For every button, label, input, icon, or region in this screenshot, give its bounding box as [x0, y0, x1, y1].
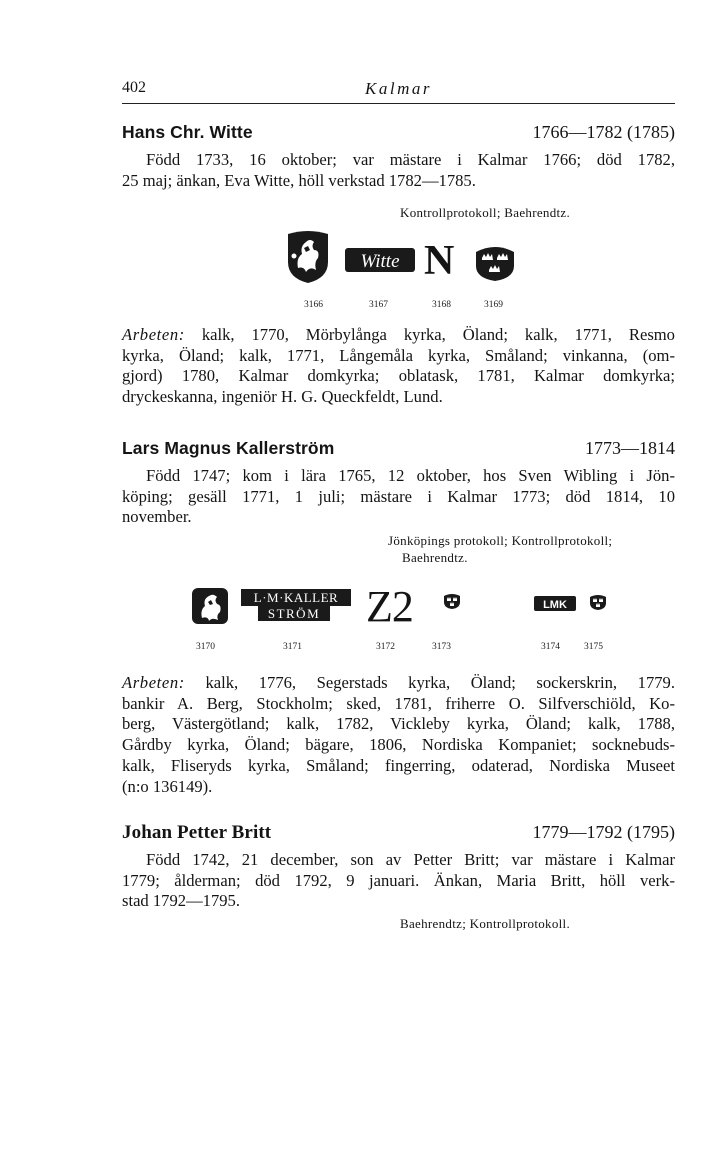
initials-mark [533, 594, 577, 614]
entry-dates: 1766—1782 (1785) [532, 122, 675, 142]
entry-name: Hans Chr. Witte [122, 122, 253, 142]
works-label: Arbeten: [122, 673, 185, 692]
biography-line: stad 1792—1795. [122, 891, 240, 911]
entry-heading [122, 822, 675, 846]
biography-line: 25 maj; änkan, Eva Witte, höll verkstad 1782—1785. [122, 170, 476, 190]
name-mark [240, 588, 352, 622]
year-letter-mark: Z2 [366, 582, 413, 631]
entry-biography [122, 466, 675, 528]
catalog-number: 3175 [584, 642, 603, 652]
biography-line: Född 1747; kom i lära 1765, 12 oktober, hos Sven Wibling i Jön- [146, 466, 675, 485]
entry-works [122, 673, 675, 797]
initials-mark-text: LMK [543, 599, 567, 611]
catalog-number: 3166 [304, 300, 323, 310]
entry-name: Johan Petter Britt [122, 822, 272, 843]
entry-dates: 1773—1814 [585, 438, 675, 458]
catalog-number: 3167 [369, 300, 388, 310]
entry-sources: Kontrollprotokoll; Baehrendtz. [400, 205, 571, 220]
works-line: dryckeskanna, ingeniör H. G. Queckfeldt, Lund. [122, 387, 443, 407]
entry-heading [122, 438, 675, 462]
biography-line: 1779; ålderman; död 1792, 9 januari. Änkan, Maria Britt, höll verk- [122, 870, 675, 890]
three-crowns-mark [472, 244, 518, 282]
running-head: Kalmar [365, 79, 432, 98]
name-mark-line2: STRÖM [267, 606, 321, 621]
sources-line: Baehrendtz. [402, 550, 468, 565]
works-line: Gårdby kyrka, Öland; bägare, 1806, Nordiska Kompaniet; socknebuds- [122, 735, 675, 755]
entry-biography [122, 150, 675, 191]
letter-mark: N [424, 238, 455, 284]
header-rule [122, 103, 675, 104]
entry-heading [122, 122, 675, 146]
works-line: Arbeten: kalk, 1770, Mörbylånga kyrka, Öland; kalk, 1771, Resmo [122, 325, 675, 344]
works-line: bankir A. Berg, Stockholm; sked, 1781, friherre O. Silfverschiöld, Ko- [122, 693, 675, 713]
works-line: kalk, Fliseryds kyrka, Småland; fingerring, odaterad, Nordiska Museet [122, 755, 675, 775]
crowns-mark [442, 592, 462, 610]
entry-name: Lars Magnus Kallerström [122, 438, 335, 458]
catalog-number: 3169 [484, 300, 503, 310]
entry-works [122, 325, 675, 408]
entry-dates: 1779—1792 (1795) [532, 822, 675, 842]
lion-shield-mark [284, 228, 332, 284]
name-mark-text: Witte [360, 251, 400, 272]
name-mark [344, 246, 416, 274]
catalog-number: 3168 [432, 300, 451, 310]
crowns-mark [588, 593, 608, 611]
catalog-number: 3170 [196, 642, 215, 652]
catalog-number: 3174 [541, 642, 560, 652]
works-line: berg, Västergötland; kalk, 1782, Vickleby kyrka, Öland; kalk, 1788, [122, 714, 675, 734]
works-line: gjord) 1780, Kalmar domkyrka; oblatask, 1781, Kalmar domkyrka; [122, 366, 675, 386]
works-line: kyrka, Öland; kalk, 1771, Långemåla kyrka, Småland; vinkanna, (om- [122, 345, 675, 365]
works-line: Arbeten: kalk, 1776, Segerstads kyrka, Öland; sockerskrin, 1779. [122, 673, 675, 692]
catalog-number: 3173 [432, 642, 451, 652]
biography-line: Född 1742, 21 december, son av Petter Britt; var mästare i Kalmar [146, 850, 675, 869]
works-label: Arbeten: [122, 325, 185, 344]
lion-shield-mark [190, 586, 230, 626]
entry-sources: Baehrendtz; Kontrollprotokoll. [400, 916, 571, 931]
sources-line: Jönköpings protokoll; Kontrollprotokoll; [388, 533, 613, 548]
works-line: (n:o 136149). [122, 776, 213, 796]
entry-biography [122, 850, 675, 912]
name-mark-line1: L·M·KALLER [253, 590, 339, 605]
catalog-number: 3171 [283, 642, 302, 652]
biography-line: köping; gesäll 1771, 1 juli; mästare i Kalmar 1773; död 1814, 10 [122, 486, 675, 506]
entry-sources [388, 532, 612, 566]
biography-line: november. [122, 507, 192, 527]
page-header [122, 79, 675, 101]
page-number: 402 [122, 79, 146, 96]
catalog-number: 3172 [376, 642, 395, 652]
biography-line: Född 1733, 16 oktober; var mästare i Kalmar 1766; död 1782, [146, 150, 675, 169]
